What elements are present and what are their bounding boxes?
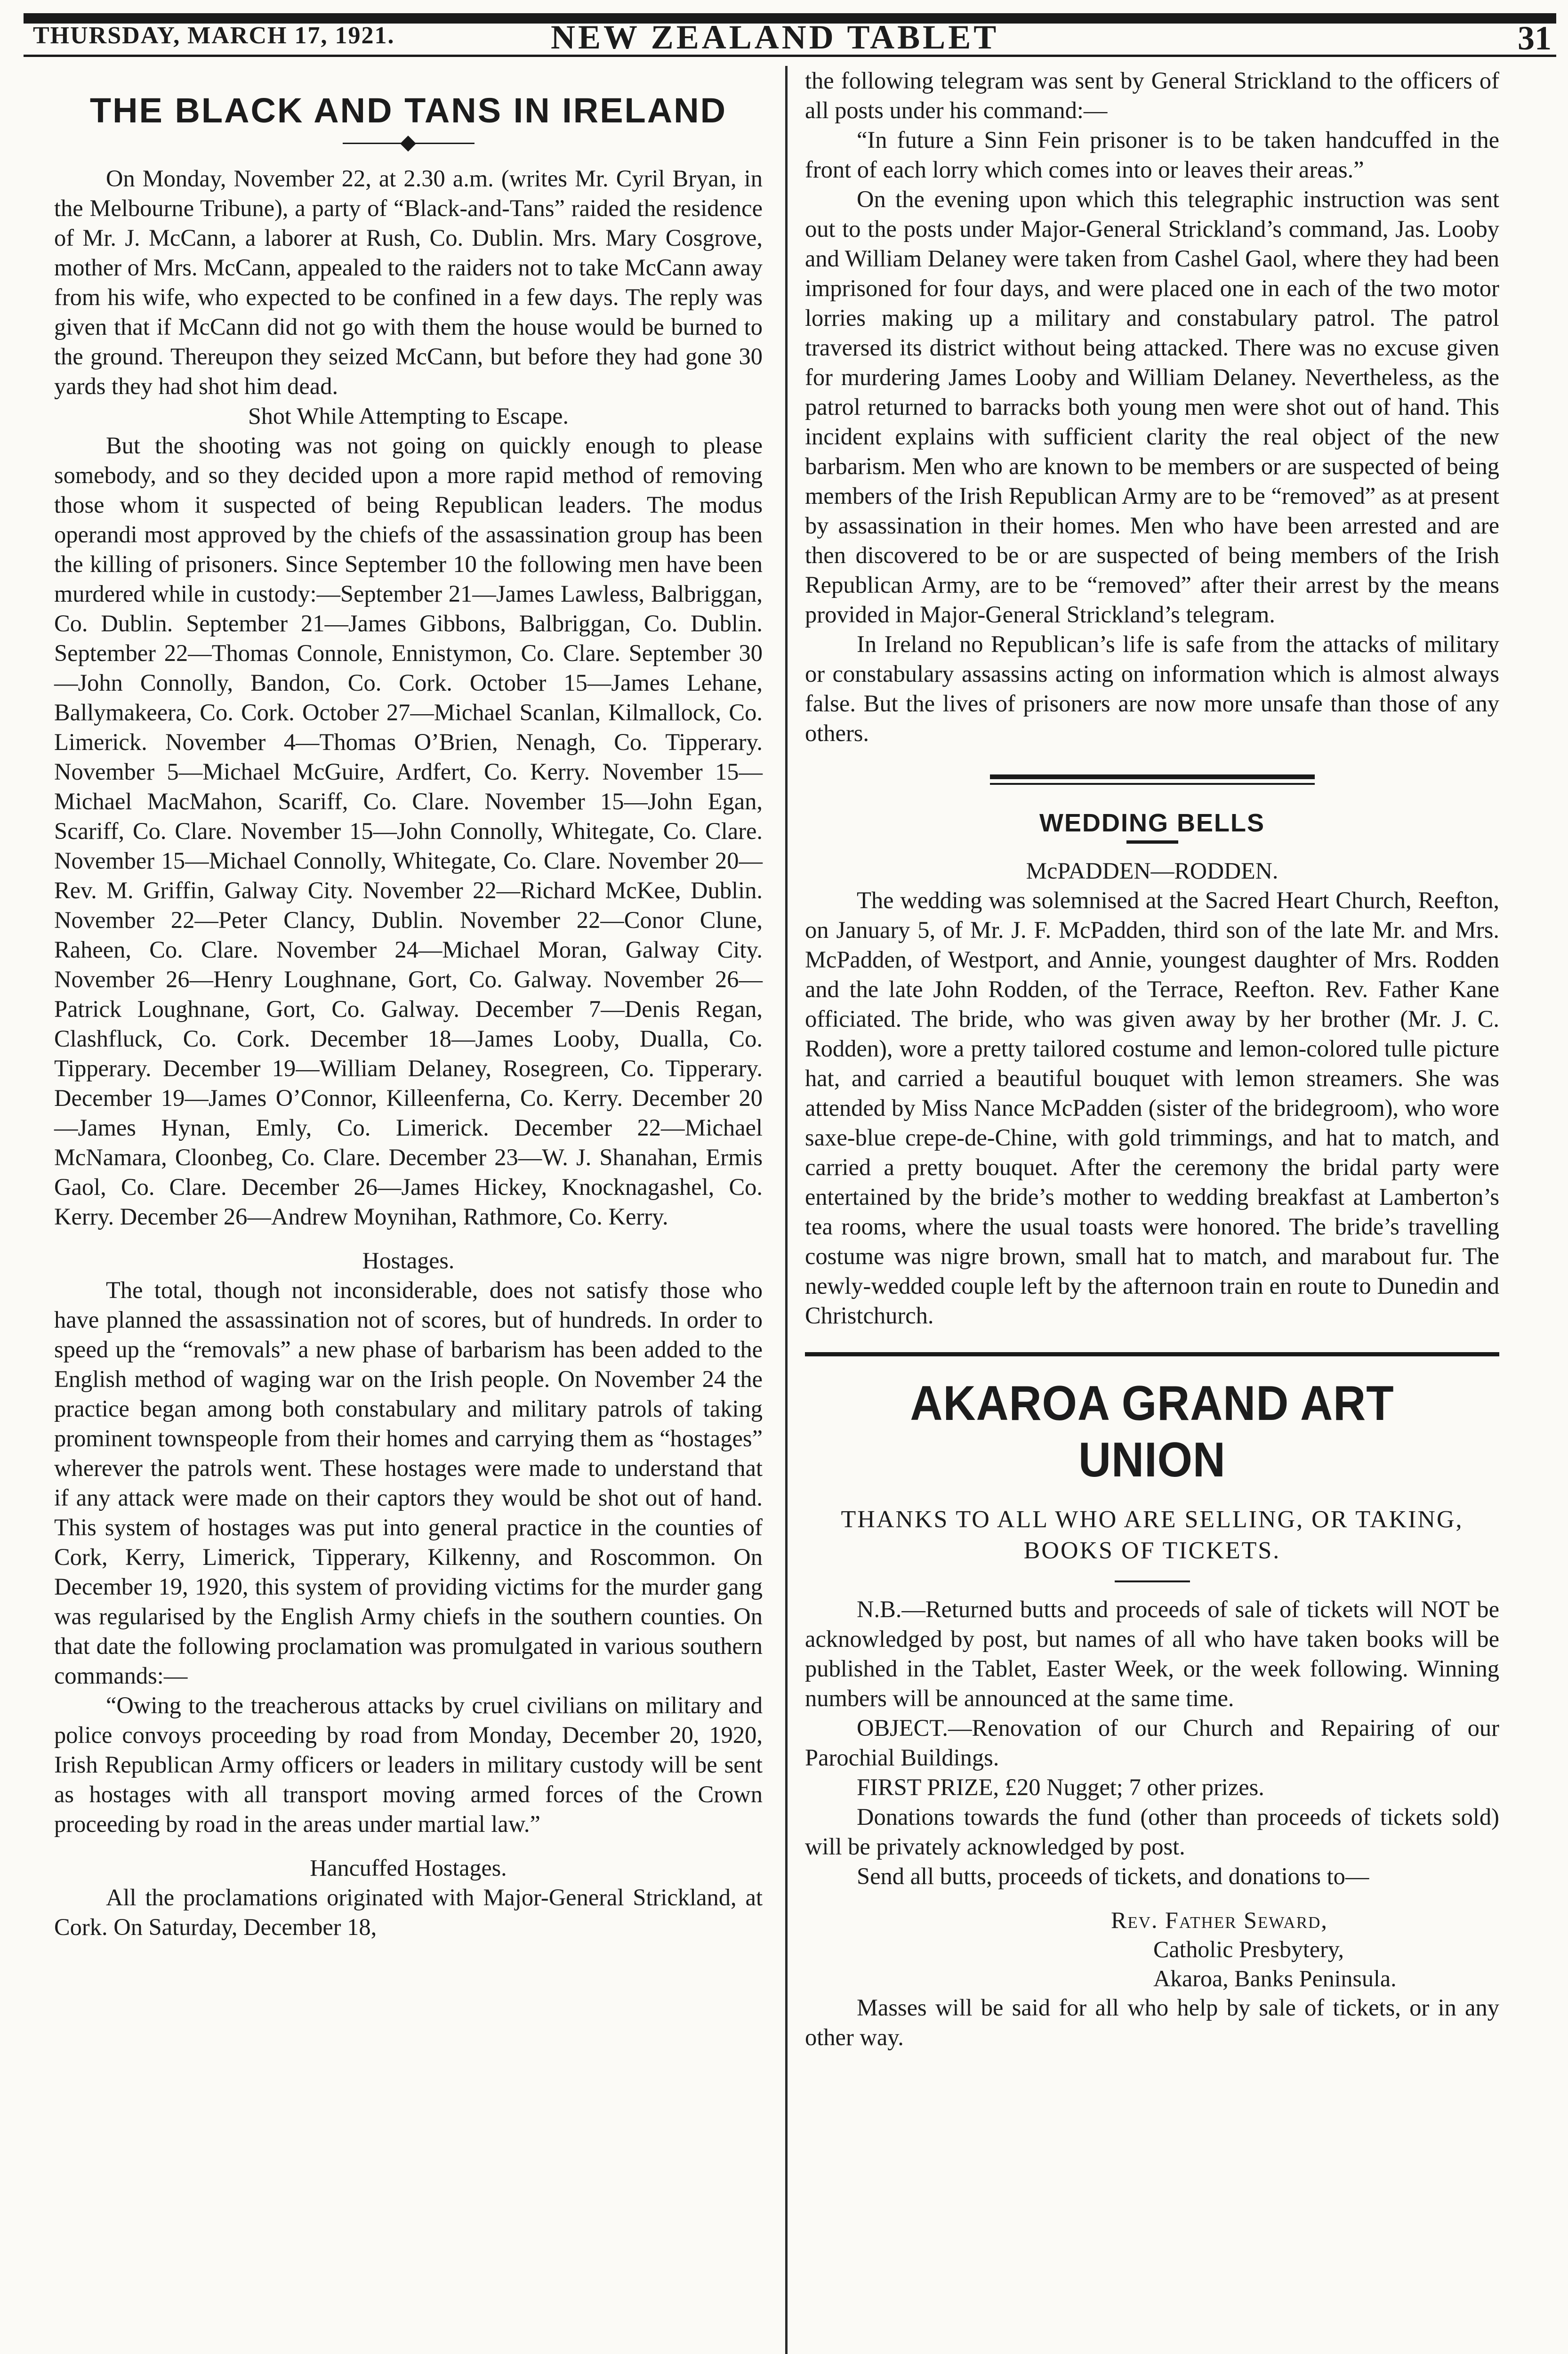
- article-para-conclusion: In Ireland no Republican’s life is safe from the attacks of military or constabulary assassins acting on information which is almost always false. But the lives of prisoners are now more unsafe than those of any others.: [805, 631, 1499, 746]
- issue-date: THURSDAY, MARCH 17, 1921.: [33, 22, 395, 49]
- section-rule: [990, 774, 1315, 779]
- advert-donations: Donations towards the fund (other than proceeds of tickets sold) will be privately acknowledged by post.: [805, 1804, 1499, 1860]
- signature-line-2: Catholic Presbytery,: [1153, 1936, 1344, 1962]
- article-intro: On Monday, November 22, at 2.30 a.m. (writes Mr. Cyril Bryan, in the Melbourne Tribune), a party of “Black-and-Tans” raided the residence of Mr. J. McCann, a laborer at Rush, Co. Dublin. Mrs. Mary Cosgrove, mother of Mrs. McCann, appealed to the raiders not to take McCann away from his wife, who expected to be confined in a few days. The reply was given that if McCann did not go with them the house would be burned to the ground. Thereupon they seized McCann, but before they had gone 30 yards they had shot him dead.: [54, 165, 763, 399]
- wedding-rule: [1126, 840, 1178, 844]
- article-title: THE BLACK AND TANS IN IRELAND: [89, 91, 727, 130]
- advert-masses: Masses will be said for all who help by sale of tickets, or in any other way.: [805, 1994, 1499, 2050]
- subhead-hostages: Hostages.: [362, 1247, 455, 1274]
- art-union-advert: [805, 1352, 1499, 2052]
- advert-send: Send all butts, proceeds of tickets, and donations to—: [857, 1863, 1369, 1889]
- article-quote-proclamation: “Owing to the treacherous attacks by cruel civilians on military and police convoys proceeding by road from Monday, December 20, 1920, Irish Republican Army officers or leaders in military custody will be sent as hostages with all transport moving armed forces of the Crown proceeding by road in the areas under martial law.”: [54, 1692, 763, 1837]
- wedding-subhead: McPADDEN—RODDEN.: [1026, 857, 1279, 884]
- article-para-victims: But the shooting was not going on quickly enough to please somebody, and so they decided upon a more rapid method of removing those whom it suspected of being Republican leaders. The modus operandi most approved by the chiefs of the assassination group has been the killing of prisoners. Since September 10 the following men have been murdered while in custody:—September 21—James Lawless, Balbriggan, Co. Dublin. September 21—James Gibbons, Balbriggan, Co. Dublin. September 22—Thomas Connole, Ennistymon, Co. Clare. September 30—John Connolly, Bandon, Co. Cork. October 15—James Lehane, Ballymakeera, Co. Cork. October 27—Michael Scanlan, Kilmallock, Co. Limerick. November 4—Thomas O’Brien, Nenagh, Co. Tipperary. November 5—Michael McGuire, Ardfert, Co. Kerry. November 15—Michael MacMahon, Scariff, Co. Clare. November 15—John Egan, Scariff, Co. Clare. November 15—John Connolly, Whitegate, Co. Clare. November 15—Michael Connolly, Whitegate, Co. Clare. November 20—Rev. M. Griffin, Galway City. November 22—Richard McKee, Dublin. November 22—Peter Clancy, Dublin. November 22—Conor Clune, Raheen, Co. Clare. November 24—Michael Moran, Galway City. November 26—Henry Loughnane, Gort, Co. Galway. November 26—Patrick Loughnane, Gort, Co. Galway. December 7—Denis Regan, Clashfluck, Co. Cork. December 18—James Looby, Dualla, Co. Tipperary. December 19—William Delaney, Rosegreen, Co. Tipperary. December 19—James O’Connor, Killeenferna, Co. Kerry. December 20—James Hynan, Emly, Co. Limerick. December 22—Michael McNamara, Cloonbeg, Co. Clare. December 23—W. J. Shanahan, Ermis Gaol, Co. Clare. December 26—James Hickey, Knocknagashel, Co. Kerry. December 26—Andrew Moynihan, Rathmore, Co. Kerry.: [54, 432, 763, 1230]
- article-para-hostages: The total, though not inconsiderable, does not satisfy those who have planned the assassination not of scores, but of hundreds. In order to speed up the “removals” a new phase of barbarism has been added to the English method of waging war on the Irish people. On November 24 the practice began among both constabulary and military patrols of taking prominent townspeople from their homes and carrying them as “hostages” wherever the patrols went. These hostages were made to understand that if any attack were made on their captors they would be shot out of hand. This system of hostages was put into general practice in the counties of Cork, Kerry, Limerick, Tipperary, Kilkenny, and Roscommon. On December 19, 1920, this system of providing victims for the murder gang was regularised by the English Army chiefs in the southern counties. On that date the following proclamation was promulgated in various southern commands:—: [54, 1277, 763, 1689]
- article-continuation: the following telegram was sent by General Strickland to the officers of all posts under his command:—: [805, 67, 1499, 123]
- masthead: [24, 9, 1556, 57]
- right-column: [805, 66, 1499, 2052]
- subhead-shot-escape: Shot While Attempting to Escape.: [248, 403, 569, 429]
- article-para-looby: On the evening upon which this telegraphic instruction was sent out to the posts under Major-General Strickland’s command, Jas. Looby and William Delaney were taken from Cashel Gaol, where they had been imprisoned for four days, and were placed one in each of the two motor lorries making up a military and constabulary patrol. The patrol traversed its district without being attacked. There was no excuse given for murdering James Looby and William Delaney. Nevertheless, as the patrol returned to barracks both young men were shot out of hand. This incident explains with sufficient clarity the real object of the new barbarism. Men who are known to be members or are suspected of being members of the Irish Republican Army are to be “removed” as at present by assassination in their homes. Men who have been arrested and are then discovered to be or are suspected of being members of the Irish Republican Army, are to be “removed” after their arrest by the means provided in Major-General Strickland’s telegram.: [805, 186, 1500, 628]
- advert-signature: [1111, 1905, 1499, 1993]
- title-ornament: [343, 137, 474, 151]
- signature-name: Rev. Father Seward,: [1111, 1907, 1328, 1933]
- wedding-text: The wedding was solemnised at the Sacred Heart Church, Reefton, on January 5, of Mr. J. F. McPadden, third son of the late Mr. and Mrs. McPadden, of Westport, and Annie, youngest daughter of Mrs. Rodden and the late John Rodden, of the Terrace, Reefton. Rev. Father Kane officiated. The bride, who was given away by her brother (Mr. J. C. Rodden), wore a pretty tailored costume and lemon-colored tulle picture hat, and carried a beautiful bouquet with lemon streamers. She was attended by Miss Nance McPadden (sister of the bridegroom), who wore saxe-blue crepe-de-Chine, with gold trimmings, and hat to match, and carried a pretty bouquet. After the ceremony the bridal party were entertained by the bride’s mother to wedding breakfast at Lamberton’s tea rooms, where the usual toasts were honored. The bride’s travelling costume was nigre brown, small hat to match, and marabout fur. The newly-wedded couple left by the afternoon train en route to Dunedin and Christchurch.: [805, 887, 1499, 1329]
- subhead-handcuffed: Hancuffed Hostages.: [310, 1854, 507, 1881]
- advert-object: OBJECT.—Renovation of our Church and Repairing of our Parochial Buildings.: [805, 1715, 1499, 1771]
- article-para-strickland: All the proclamations originated with Major-General Strickland, at Cork. On Saturday, December 18,: [54, 1884, 763, 1940]
- advert-title: AKAROA GRAND ART UNION: [910, 1376, 1394, 1487]
- column-divider: [785, 66, 788, 2354]
- publication-title: NEW ZEALAND TABLET: [551, 18, 999, 56]
- advert-thanks: THANKS TO ALL WHO ARE SELLING, OR TAKING, BOOKS OF TICKETS.: [841, 1506, 1463, 1564]
- advert-rule: [1115, 1580, 1190, 1582]
- page-number: 31: [1518, 19, 1552, 57]
- section-rule-thin: [990, 783, 1315, 785]
- article-quote-telegram: “In future a Sinn Fein prisoner is to be taken handcuffed in the front of each lorry which comes into or leaves their areas.”: [805, 127, 1499, 183]
- left-column: [54, 66, 763, 1942]
- advert-nb: N.B.—Returned butts and proceeds of sale of tickets will NOT be acknowledged by post, but names of all who have taken books will be published in the Tablet, Easter Week, or the week following. Winning numbers will be announced at the same time.: [805, 1596, 1499, 1711]
- advert-prize: FIRST PRIZE, £20 Nugget; 7 other prizes.: [857, 1774, 1264, 1800]
- signature-line-3: Akaroa, Banks Peninsula.: [1153, 1965, 1397, 1991]
- wedding-heading: WEDDING BELLS: [1039, 809, 1265, 837]
